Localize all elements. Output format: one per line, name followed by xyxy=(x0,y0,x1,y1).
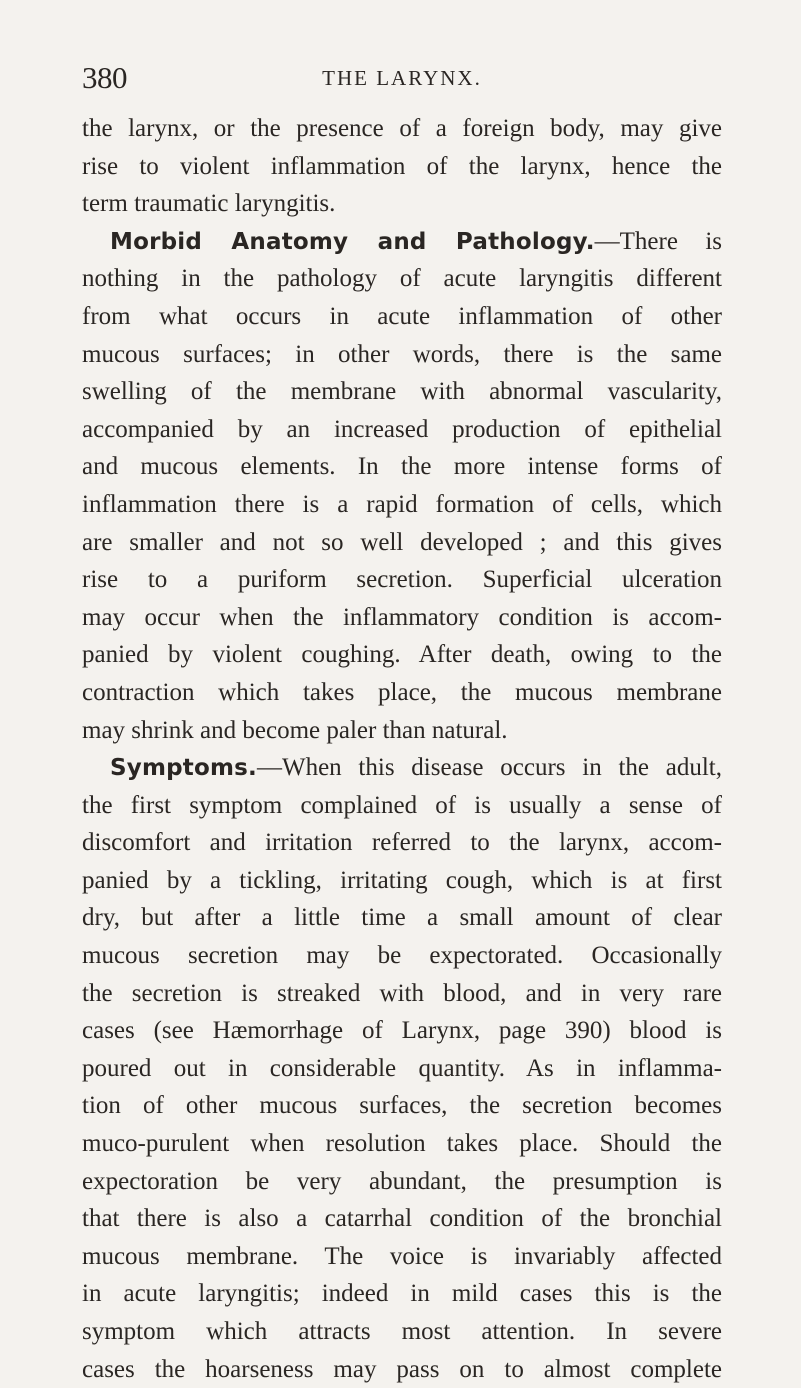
text-line: term traumatic laryngitis. xyxy=(82,190,336,218)
text-run: —When this disease occurs in the adult, xyxy=(256,754,722,782)
text-line: contraction which takes place, the mucous membrane xyxy=(82,678,722,706)
text-line: nothing in the pathology of acute laryngitis different xyxy=(82,265,722,293)
text-line: muco-purulent when resolution takes place. Should the xyxy=(82,1130,722,1158)
text-line: are smaller and not so well developed ; and this gives xyxy=(82,528,722,556)
text-line: may shrink and become paler than natural. xyxy=(82,716,508,744)
text-line: rise to a puriform secretion. Superficial ulceration xyxy=(82,566,722,594)
text-run: —There is xyxy=(594,227,723,255)
page-header xyxy=(82,58,722,98)
text-line: mucous secretion may be expectorated. Occasionally xyxy=(82,942,722,970)
section-heading-pathology: Morbid Anatomy and Pathology. xyxy=(110,228,595,255)
page-number: 380 xyxy=(82,60,127,95)
text-line xyxy=(82,223,722,261)
text-line: mucous membrane. The voice is invariably affected xyxy=(82,1242,722,1270)
text-line: may occur when the inflammatory condition is accom- xyxy=(82,603,722,631)
text-line: panied by violent coughing. After death, owing to the xyxy=(82,641,722,669)
text-line: accompanied by an increased production of epithelial xyxy=(82,415,722,443)
text-line: cases (see Hæmorrhage of Larynx, page 390) blood is xyxy=(82,1017,722,1045)
text-line xyxy=(82,749,722,787)
text-line: poured out in considerable quantity. As in inflamma- xyxy=(82,1054,722,1082)
text-line: in acute laryngitis; indeed in mild cases this is the xyxy=(82,1280,722,1308)
section-heading-symptoms: Symptoms. xyxy=(110,755,257,782)
body-text xyxy=(82,110,722,1388)
text-line: panied by a tickling, irritating cough, which is at first xyxy=(82,866,722,894)
text-line: swelling of the membrane with abnormal vascularity, xyxy=(82,378,722,406)
text-line: mucous surfaces; in other words, there is the same xyxy=(82,340,722,368)
text-line: dry, but after a little time a small amount of clear xyxy=(82,904,722,932)
text-line: tion of other mucous surfaces, the secretion becomes xyxy=(82,1092,722,1120)
running-head: THE LARYNX. xyxy=(322,66,482,90)
text-line: the larynx, or the presence of a foreign body, may give xyxy=(82,115,722,142)
text-line: from what occurs in acute inflammation of other xyxy=(82,302,722,330)
text-line: and mucous elements. In the more intense forms of xyxy=(82,453,722,481)
text-line: symptom which attracts most attention. In severe xyxy=(82,1318,722,1345)
text-line: the first symptom complained of is usually a sense of xyxy=(82,791,722,819)
text-line: that there is also a catarrhal condition of the bronchial xyxy=(82,1205,722,1233)
text-line: rise to violent inflammation of the larynx, hence the xyxy=(82,152,722,180)
text-line: the secretion is streaked with blood, and in very rare xyxy=(82,979,722,1007)
text-line: inflammation there is a rapid formation of cells, which xyxy=(82,490,722,518)
text-line: discomfort and irritation referred to the larynx, accom- xyxy=(82,829,722,857)
text-line: expectoration be very abundant, the presumption is xyxy=(82,1167,722,1195)
text-line: cases the hoarseness may pass on to almost complete xyxy=(82,1355,722,1383)
